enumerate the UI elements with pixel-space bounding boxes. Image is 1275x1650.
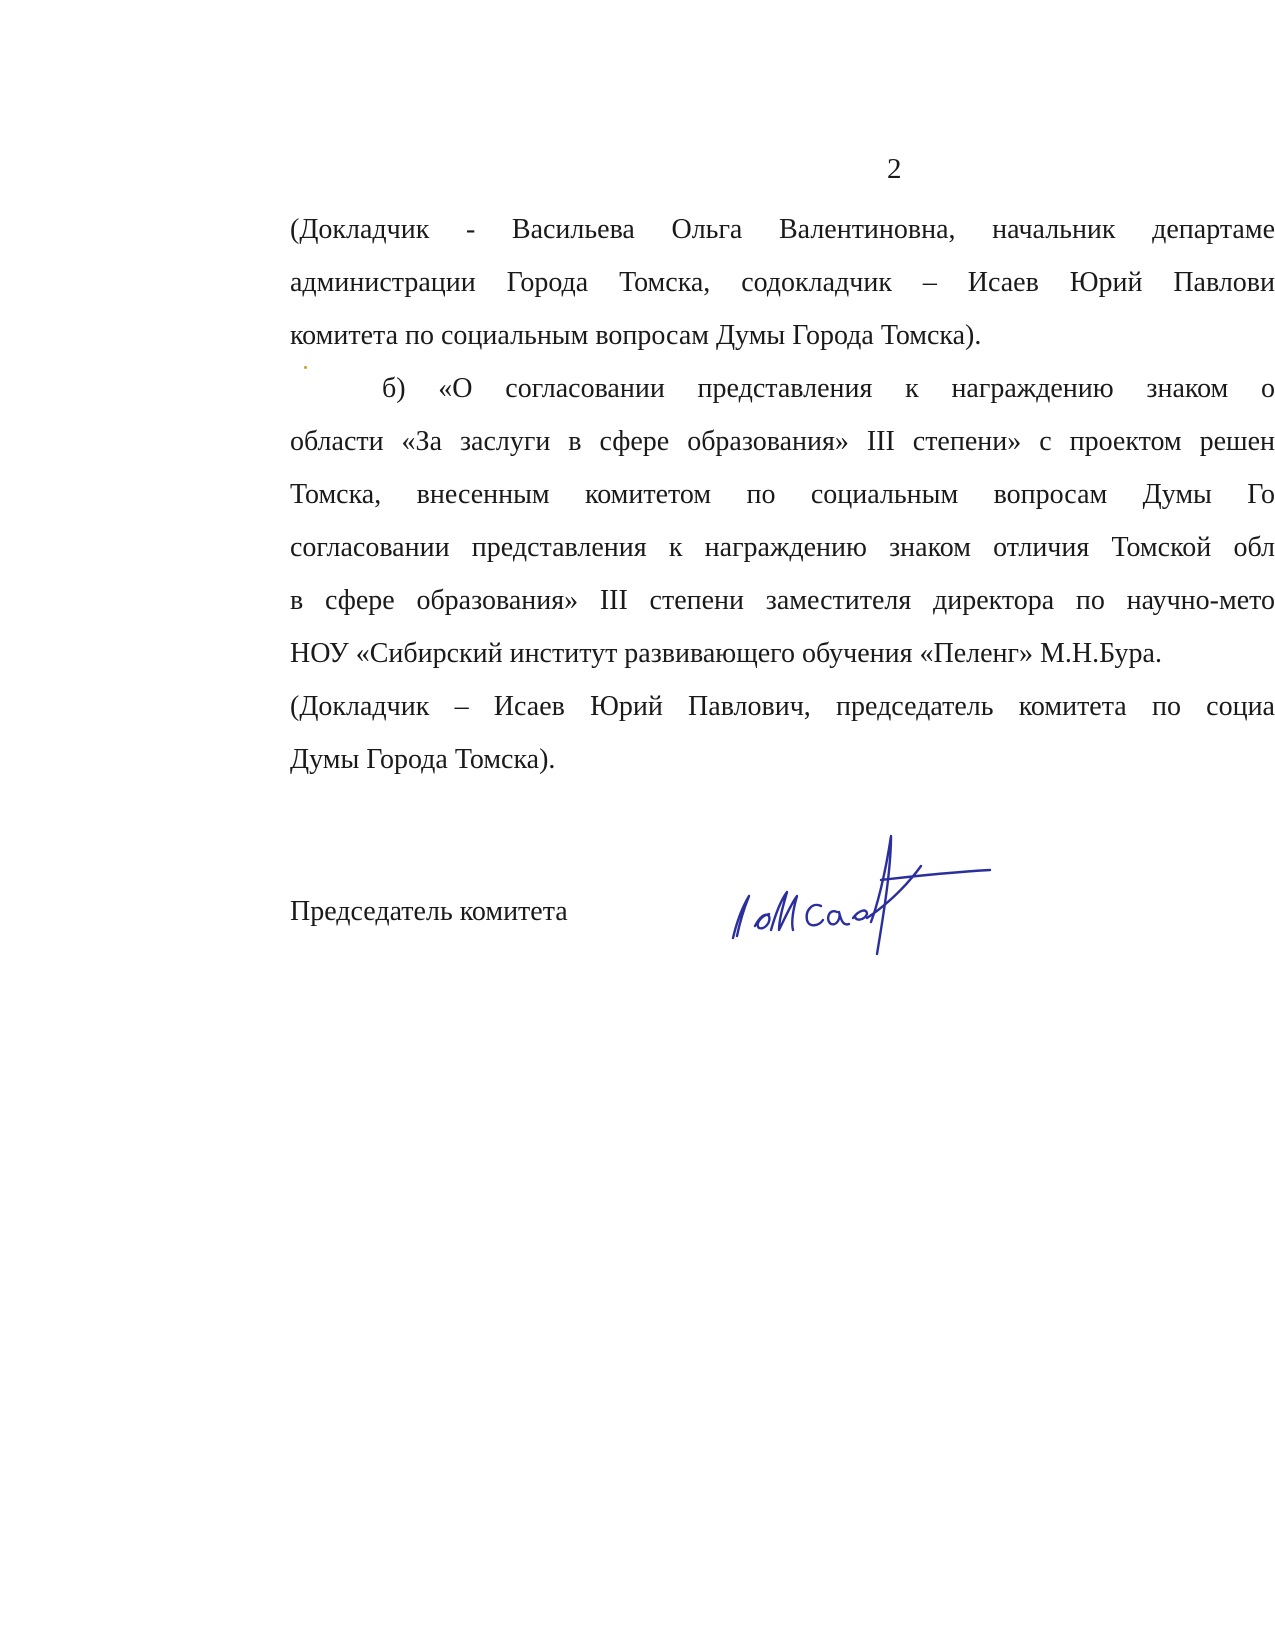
text-line: Думы Города Томска). bbox=[290, 744, 556, 775]
text-line: области «За заслуги в сфере образования» III степени» с проектом решен bbox=[290, 426, 1275, 457]
text-line: администрации Города Томска, содокладчик – Исаев Юрий Павлови bbox=[290, 267, 1275, 298]
handwritten-signature bbox=[725, 826, 1005, 961]
text-line: б) «О согласовании представления к награждению знаком о bbox=[382, 373, 1275, 404]
scan-speck bbox=[304, 366, 307, 369]
text-line: комитета по социальным вопросам Думы Города Томска). bbox=[290, 320, 982, 351]
text-line: (Докладчик - Васильева Ольга Валентиновна, начальник департаме bbox=[290, 214, 1275, 245]
text-line: Томска, внесенным комитетом по социальным вопросам Думы Го bbox=[290, 479, 1275, 510]
signature-label: Председатель комитета bbox=[290, 896, 568, 927]
text-line: (Докладчик – Исаев Юрий Павлович, председатель комитета по социа bbox=[290, 691, 1275, 722]
page-number: 2 bbox=[887, 153, 902, 185]
text-line: согласовании представления к награждению знаком отличия Томской обл bbox=[290, 532, 1275, 563]
text-line: в сфере образования» III степени заместителя директора по научно-мето bbox=[290, 585, 1275, 616]
text-line: НОУ «Сибирский институт развивающего обучения «Пеленг» М.Н.Бура. bbox=[290, 638, 1162, 669]
